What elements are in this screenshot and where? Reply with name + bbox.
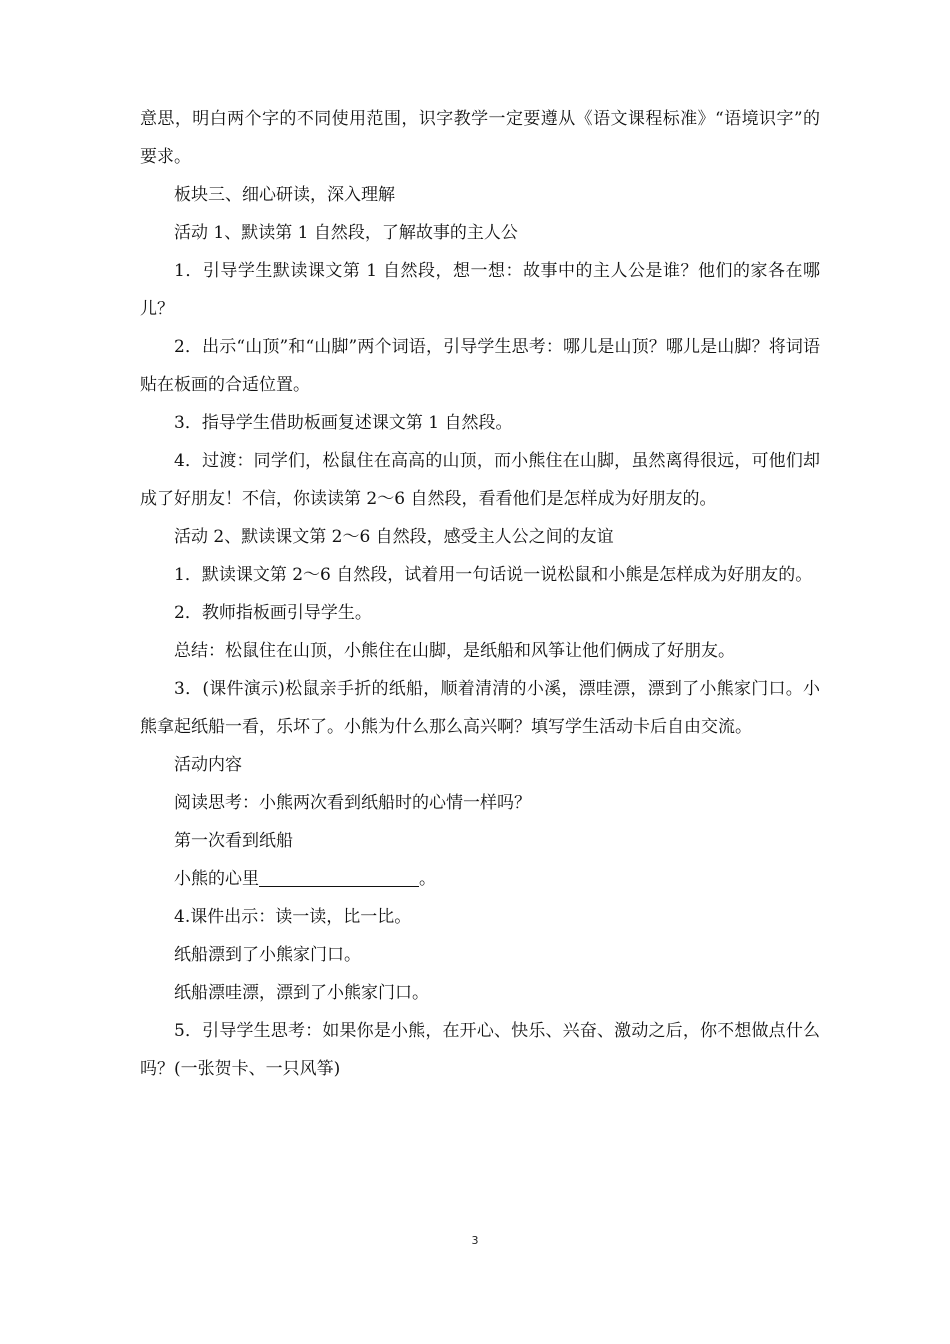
activity-1-heading: 活动 1、默读第 1 自然段，了解故事的主人公: [174, 223, 518, 243]
activity-2-step-4: 4.课件出示：读一读，比一比。: [174, 907, 412, 927]
activity-2-step-1: 1．默读课文第 2～6 自然段，试着用一句话说一说松鼠和小熊是怎样成为好朋友的。: [174, 565, 813, 585]
fill-in-prefix: 小熊的心里: [174, 869, 259, 889]
activity-1-step-2: 2．出示“山顶”和“山脚”两个词语，引导学生思考：哪儿是山顶？哪儿是山脚？将词语贴在板画的合适位置。: [140, 337, 820, 395]
fill-in-line: [140, 860, 820, 898]
first-time-label: 第一次看到纸船: [174, 831, 293, 851]
activity-2-step-3: 3．(课件演示)松鼠亲手折的纸船，顺着清清的小溪，漂哇漂，漂到了小熊家门口。小熊拿起纸船一看，乐坏了。小熊为什么那么高兴啊？填写学生活动卡后自由交流。: [140, 679, 820, 737]
fill-in-suffix: 。: [419, 869, 436, 889]
page-number: 3: [471, 1234, 479, 1247]
document-body: [140, 100, 820, 1088]
activity-1-step-3: 3．指导学生借助板画复述课文第 1 自然段。: [174, 413, 513, 433]
compare-sentence-2: 纸船漂哇漂，漂到了小熊家门口。: [174, 983, 429, 1003]
activity-2-heading: 活动 2、默读课文第 2～6 自然段，感受主人公之间的友谊: [174, 527, 614, 547]
section-heading-block-3: 板块三、细心研读，深入理解: [174, 185, 395, 205]
activity-2-step-5: 5．引导学生思考：如果你是小熊，在开心、快乐、兴奋、激动之后，你不想做点什么吗？(一张贺卡、一只风筝): [140, 1021, 820, 1079]
activity-1-step-1: 1．引导学生默读课文第 1 自然段，想一想：故事中的主人公是谁？他们的家各在哪儿？: [140, 261, 820, 319]
activity-content-label: 活动内容: [174, 755, 242, 775]
reading-question: 阅读思考：小熊两次看到纸船时的心情一样吗？: [174, 793, 531, 813]
paragraph-continuation: 意思，明白两个字的不同使用范围，识字教学一定要遵从《语文课程标准》“语境识字”的要求。: [140, 109, 820, 167]
activity-2-step-2: 2．教师指板画引导学生。: [174, 603, 372, 623]
activity-2-summary: 总结：松鼠住在山顶，小熊住在山脚，是纸船和风筝让他们俩成了好朋友。: [174, 641, 735, 661]
compare-sentence-1: 纸船漂到了小熊家门口。: [174, 945, 361, 965]
activity-1-step-4: 4．过渡：同学们，松鼠住在高高的山顶，而小熊住在山脚，虽然离得很远，可他们却成了好朋友！不信，你读读第 2～6 自然段，看看他们是怎样成为好朋友的。: [140, 451, 820, 509]
fill-in-blank: [259, 866, 419, 887]
